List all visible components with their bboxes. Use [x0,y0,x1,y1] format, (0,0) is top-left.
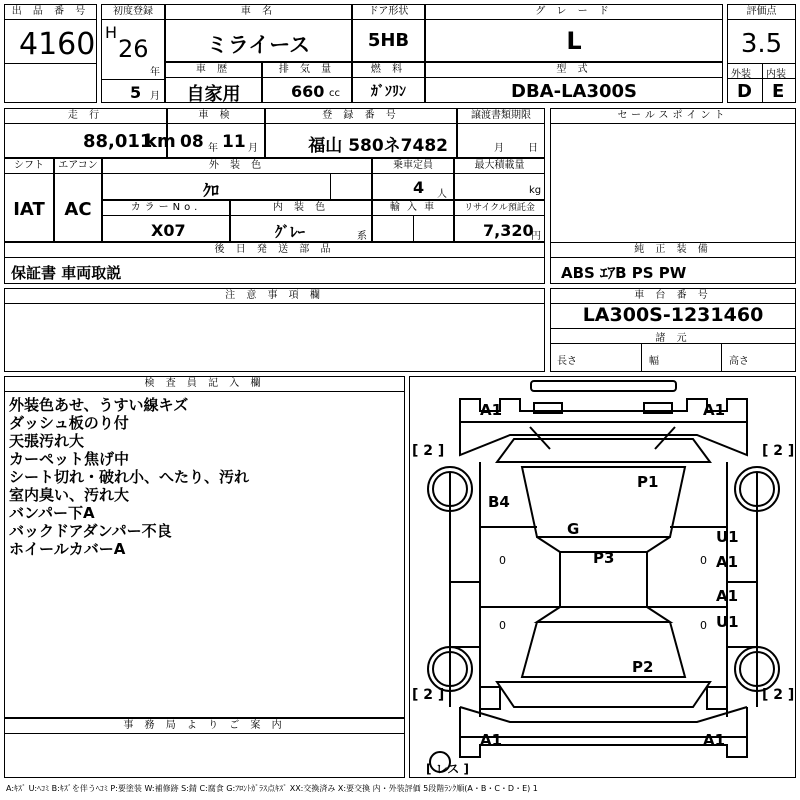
car-name: ミライース [206,33,311,57]
aircon-label: エアコン [55,159,101,174]
specs-label: 諸 元 [655,333,691,344]
color-number: X07 [151,221,186,240]
car-name-cell [165,4,352,62]
inspector-note: 外装色あせ、うすい線キズ [9,396,189,414]
transfer-month-unit: 月 [494,143,504,154]
tread-rear-left: [ 2 ] [412,687,445,703]
spec-length-label: 長さ [557,356,577,367]
mileage-unit: km [145,131,176,152]
equipment-cell [550,242,796,284]
office-info-label: 事 務 局 よ り ご 案 内 [5,719,404,734]
first-reg-year: 26 [118,35,149,63]
model: DBA-LA300S [511,81,637,102]
grade-cell [425,4,723,62]
door-type-label: ドア形状 [353,5,424,20]
equipment-label: 純 正 装 備 [551,243,795,258]
mileage-cell [4,108,176,158]
later-parts-label: 後 日 発 送 部 品 [5,243,544,258]
zero-left-front: 0 [499,554,506,567]
aircon-cell [54,158,102,242]
max-load-label: 最大積載量 [455,159,544,174]
inspector-note: 天張汚れ大 [9,432,85,450]
mark-u1-b: U1 [716,613,739,631]
first-reg-month-unit: 月 [150,91,160,102]
import-cell [372,200,454,242]
mark-a1-front-left: A1 [480,401,503,419]
model-cell [425,62,723,103]
mileage-label: 走 行 [5,109,166,124]
exterior-color: ｸﾛ [203,181,220,200]
later-parts-cell [4,242,545,284]
inspector-note: 室内臭い、汚れ大 [9,486,130,504]
tread-front-left: [ 2 ] [412,443,445,459]
mark-a1-front-right: A1 [703,401,726,419]
car-name-label: 車 名 [166,5,351,20]
door-type: 5HB [367,30,410,51]
mark-a1-rear-right: A1 [703,731,726,749]
history: 自家用 [186,84,241,105]
legend: A:ｷｽﾞ U:ﾍｺﾐ B:ｷｽﾞを伴うﾍｺﾐ P:要塗装 W:補修跡 S:錆 C:腐食 G:ﾌﾛﾝﾄｶﾞﾗｽ点ｷｽﾞ XX:交換済み X:要交換 内・外装評価 5段階ﾗﾝｸ順(A・B・C・D・E) 1 [6,784,538,793]
exterior-score: D [737,81,752,102]
inspector-note: カーペット焦げ中 [9,450,130,468]
capacity: 4 [413,178,425,197]
score-label: 評価点 [728,5,795,20]
plate-label: 登 録 番 号 [266,109,456,124]
recycle-cell [454,200,545,242]
model-label: 型 式 [426,63,722,78]
score-cell [727,4,796,103]
car-diagram-cell [409,376,796,778]
zero-left-rear: 0 [499,619,506,632]
mark-p1: P1 [637,473,659,491]
first-reg-month: 5 [130,83,142,102]
first-registration-label: 初度登録 [102,5,164,20]
spec-width-label: 幅 [649,356,659,367]
max-load-cell [454,158,545,200]
displacement-unit: cc [329,88,340,99]
shift-cell [4,158,54,242]
mark-p2: P2 [632,658,654,676]
inspector-note: ホイールカバーA [9,540,126,558]
inspector-note: バックドアダンパー不良 [9,522,172,540]
transfer-day-unit: 日 [528,143,538,154]
inspection-year: 08 [180,132,204,152]
inspection-month: 11 [222,132,246,152]
first-reg-era: H [105,23,118,42]
capacity-label: 乗車定員 [373,159,453,174]
fuel-cell [352,62,425,103]
history-label: 車 歴 [166,63,261,78]
mark-a1-rear-left: A1 [480,731,503,749]
mileage: 88,011 [83,131,153,152]
inspection-cell [167,108,265,158]
interior-color-cell [230,200,372,242]
shift: IAT [13,199,45,220]
interior-score: E [772,81,785,102]
inspection-label: 車 検 [168,109,264,124]
recycle-label: リサイクル預託金 [455,201,544,216]
score: 3.5 [740,29,783,59]
inspector-note: ダッシュ板のり付 [9,414,129,432]
zero-right-rear: 0 [700,619,707,632]
shift-label: シフト [5,159,53,174]
inspection-month-unit: 月 [248,143,258,154]
interior-color-label: 内 装 色 [231,201,371,216]
sales-points-label: セールスポイント [551,109,795,124]
fuel: ｶﾞｿﾘﾝ [371,84,406,100]
chassis-cell [550,288,796,372]
mark-a1-right-b: A1 [716,587,739,605]
interior-color-unit: 系 [357,231,367,242]
history-cell [165,62,262,103]
import-label: 輸 入 車 [373,201,453,216]
max-load-unit: kg [529,185,542,196]
inspector-note: シート切れ・破れ小、へたり、汚れ [9,468,250,486]
first-registration-cell [101,4,165,103]
exterior-color-label: 外 装 色 [103,159,371,174]
equipment: ABS ｴｱB PS PW [561,264,687,282]
color-number-label: カラーNo. [103,201,229,216]
lot-number: 4160 [19,27,96,62]
inspector-notes-label: 検 査 員 記 入 欄 [5,377,404,392]
tread-front-right: [ 2 ] [762,443,795,459]
mark-b4: B4 [488,493,510,511]
car-damage-diagram [410,377,797,779]
zero-right-front: 0 [700,554,707,567]
capacity-cell [372,158,454,200]
transfer-label: 譲渡書類期限 [458,109,544,124]
sales-points-cell [550,108,796,258]
spare-tire-label: [ レス ] [426,762,469,776]
recycle-unit: 円 [531,231,541,242]
chassis-label: 車 台 番 号 [551,289,795,304]
grade-label: グ レ ー ド [426,5,722,20]
plate-cell [265,108,457,158]
capacity-unit: 人 [437,189,447,200]
exterior-color-cell [102,158,372,200]
fuel-label: 燃 料 [353,63,424,78]
color-number-cell [102,200,230,242]
spec-height-label: 高さ [729,356,749,367]
interior-color: ｸﾞﾚｰ [275,223,306,241]
exterior-score-label: 外装 [731,69,751,80]
later-parts: 保証書 車両取説 [11,264,122,282]
tread-rear-right: [ 2 ] [762,687,795,703]
displacement: 660 [291,82,325,101]
inspector-notes-cell [4,376,405,718]
mark-u1-a: U1 [716,528,739,546]
lot-number-label: 出 品 番 号 [5,5,96,20]
interior-score-label: 内装 [766,69,786,80]
notes-cell [4,288,545,372]
first-reg-year-unit: 年 [150,67,160,78]
inspection-year-unit: 年 [208,143,218,154]
displacement-cell [262,62,352,103]
mark-a1-right-a: A1 [716,553,739,571]
office-info-cell [4,718,405,778]
door-type-cell [352,4,425,62]
transfer-cell [457,108,545,158]
recycle-fee: 7,320 [483,221,534,240]
mark-p3: P3 [593,549,615,567]
displacement-label: 排 気 量 [263,63,351,78]
inspector-note: バンパー下A [9,504,95,522]
grade: L [566,27,582,55]
plate: 福山 580ネ7482 [308,136,448,156]
lot-number-cell [4,4,97,103]
notes-label: 注 意 事 項 欄 [5,289,544,304]
mark-g: G [567,520,580,538]
chassis-number: LA300S-1231460 [582,304,764,326]
aircon: AC [64,199,92,220]
